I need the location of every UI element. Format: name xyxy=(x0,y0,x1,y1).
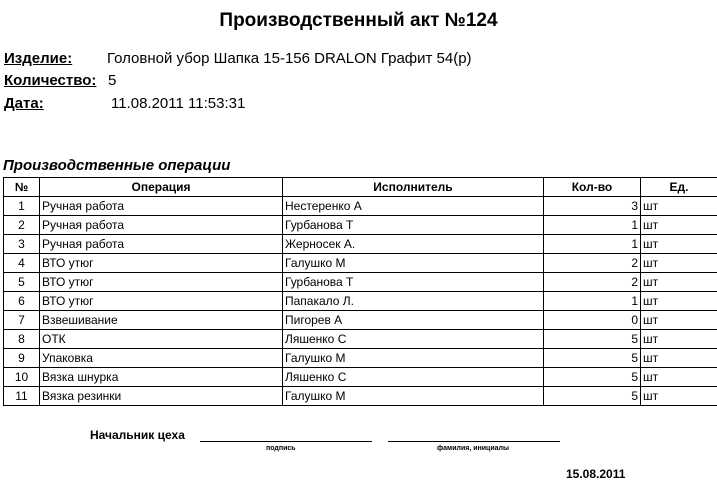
cell-worker: Гурбанова Т xyxy=(283,216,544,235)
cell-unit: шт xyxy=(641,216,717,235)
quantity-label: Количество: xyxy=(4,72,97,89)
cell-operation: Вязка резинки xyxy=(40,387,283,406)
date-value: 11.08.2011 11:53:31 xyxy=(111,95,246,112)
cell-qty: 2 xyxy=(544,254,641,273)
cell-num: 11 xyxy=(4,387,40,406)
date-field xyxy=(4,95,245,112)
cell-num: 9 xyxy=(4,349,40,368)
cell-worker: Галушко М xyxy=(283,254,544,273)
cell-operation: ОТК xyxy=(40,330,283,349)
cell-qty: 5 xyxy=(544,387,641,406)
cell-qty: 1 xyxy=(544,235,641,254)
cell-num: 1 xyxy=(4,197,40,216)
table-header-row xyxy=(4,178,717,197)
quantity-value: 5 xyxy=(108,72,117,89)
cell-num: 2 xyxy=(4,216,40,235)
table-row xyxy=(4,311,717,330)
column-header-unit: Ед. xyxy=(641,178,717,197)
cell-unit: шт xyxy=(641,330,717,349)
cell-num: 3 xyxy=(4,235,40,254)
cell-num: 7 xyxy=(4,311,40,330)
table-row xyxy=(4,216,717,235)
cell-operation: Взвешивание xyxy=(40,311,283,330)
cell-num: 8 xyxy=(4,330,40,349)
cell-worker: Жерносек А. xyxy=(283,235,544,254)
cell-operation: Вязка шнурка xyxy=(40,368,283,387)
cell-operation: Ручная работа xyxy=(40,197,283,216)
cell-worker: Папакало Л. xyxy=(283,292,544,311)
table-row xyxy=(4,292,717,311)
footer-date: 15.08.2011 xyxy=(566,467,626,481)
signature-hint: подпись xyxy=(266,445,296,452)
cell-worker: Ляшенко С xyxy=(283,368,544,387)
table-row xyxy=(4,197,717,216)
date-label: Дата: xyxy=(4,95,44,112)
cell-worker: Галушко М xyxy=(283,349,544,368)
cell-num: 4 xyxy=(4,254,40,273)
cell-qty: 5 xyxy=(544,368,641,387)
cell-unit: шт xyxy=(641,368,717,387)
product-label: Изделие: xyxy=(4,50,73,67)
cell-operation: Ручная работа xyxy=(40,235,283,254)
cell-unit: шт xyxy=(641,197,717,216)
cell-qty: 3 xyxy=(544,197,641,216)
cell-operation: Упаковка xyxy=(40,349,283,368)
cell-worker: Пигорев А xyxy=(283,311,544,330)
page-title: Производственный акт №124 xyxy=(219,10,498,31)
cell-worker: Нестеренко А xyxy=(283,197,544,216)
column-header-operation: Операция xyxy=(40,178,283,197)
column-header-qty: Кол-во xyxy=(544,178,641,197)
cell-qty: 5 xyxy=(544,349,641,368)
signature-line xyxy=(200,441,372,442)
cell-qty: 0 xyxy=(544,311,641,330)
cell-worker: Гурбанова Т xyxy=(283,273,544,292)
cell-num: 6 xyxy=(4,292,40,311)
quantity-field xyxy=(4,72,116,89)
signature-label: Начальник цеха xyxy=(90,428,185,442)
cell-worker: Галушко М xyxy=(283,387,544,406)
table-row xyxy=(4,254,717,273)
name-line xyxy=(388,441,560,442)
cell-unit: шт xyxy=(641,311,717,330)
product-value: Головной убор Шапка 15-156 DRALON Графит 54(р) xyxy=(107,50,472,67)
cell-qty: 1 xyxy=(544,292,641,311)
section-title: Производственные операции xyxy=(3,157,231,174)
cell-operation: ВТО утюг xyxy=(40,292,283,311)
cell-qty: 1 xyxy=(544,216,641,235)
table-row xyxy=(4,235,717,254)
table-row xyxy=(4,273,717,292)
cell-operation: Ручная работа xyxy=(40,216,283,235)
table-row xyxy=(4,349,717,368)
column-header-worker: Исполнитель xyxy=(283,178,544,197)
operations-table xyxy=(3,177,717,406)
cell-unit: шт xyxy=(641,292,717,311)
cell-qty: 5 xyxy=(544,330,641,349)
cell-unit: шт xyxy=(641,235,717,254)
column-header-num: № xyxy=(4,178,40,197)
table-row xyxy=(4,330,717,349)
cell-operation: ВТО утюг xyxy=(40,254,283,273)
cell-operation: ВТО утюг xyxy=(40,273,283,292)
cell-worker: Ляшенко С xyxy=(283,330,544,349)
cell-unit: шт xyxy=(641,254,717,273)
cell-unit: шт xyxy=(641,273,717,292)
table-row xyxy=(4,368,717,387)
name-hint: фамилия, инициалы xyxy=(437,445,509,452)
cell-num: 5 xyxy=(4,273,40,292)
table-row xyxy=(4,387,717,406)
cell-qty: 2 xyxy=(544,273,641,292)
cell-unit: шт xyxy=(641,349,717,368)
cell-unit: шт xyxy=(641,387,717,406)
cell-num: 10 xyxy=(4,368,40,387)
product-field xyxy=(4,50,472,67)
